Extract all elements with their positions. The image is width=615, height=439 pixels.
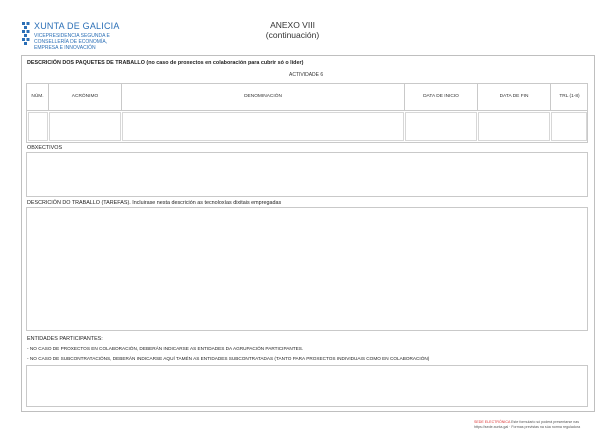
org-sub-line-3: EMPRESA E INNOVACIÓN: [34, 45, 96, 51]
entities-field[interactable]: [26, 365, 588, 407]
footer-text-1: Este formulario só poderá presentarse nas: [511, 420, 580, 424]
table-row: [26, 111, 588, 143]
acronym-field[interactable]: [49, 112, 121, 141]
work-description-label: DESCRICIÓN DO TRABALLO (TAREFAS). Incluirase nesta descrición as tecnoloxías dixitais empregadas: [27, 200, 282, 206]
footer-text-2: https://sede.xunta.gal · Formas previstas na súa norma reguladora: [474, 425, 581, 429]
entities-note-collaboration: - NO CASO DE PROXECTOS EN COLABORACIÓN, DEBERÁN INDICARSE AS ENTIDADES DA AGRUPACIÓN PARTICIPANTES.: [27, 346, 304, 351]
trl-field[interactable]: [551, 112, 587, 141]
num-field[interactable]: [28, 112, 48, 141]
table-header-row: [26, 83, 588, 111]
xunta-emblem-icon: [21, 21, 31, 49]
xunta-logo: [21, 21, 141, 55]
start-date-field[interactable]: [405, 112, 477, 141]
objectives-field[interactable]: [26, 152, 588, 197]
column-header-acronym: ACRÓNIMO: [71, 94, 99, 99]
org-name: XUNTA DE GALICIA: [34, 21, 120, 31]
end-date-field[interactable]: [478, 112, 550, 141]
column-header-name: DENOMINACIÓN: [244, 94, 282, 99]
column-header-num: NÚM.: [31, 94, 44, 99]
org-sub-line-2: CONSELLERÍA DE ECONOMÍA,: [34, 39, 108, 45]
work-description-field[interactable]: [26, 207, 588, 331]
activity-label: ACTIVIDADE 6: [289, 72, 324, 78]
entities-label: ENTIDADES PARTICIPANTES:: [27, 336, 103, 342]
footer-note: [474, 420, 580, 430]
org-sub-line-1: VICEPRESIDENCIA SEGUNDA E: [34, 33, 110, 39]
annex-subtitle: (continuación): [265, 30, 320, 40]
column-header-start-date: DATA DE INICIO: [423, 94, 459, 99]
objectives-label: OBXECTIVOS: [27, 145, 63, 151]
name-field[interactable]: [122, 112, 404, 141]
annex-title: ANEXO VIII: [270, 20, 315, 30]
column-header-trl: TRL (1-8): [559, 94, 580, 99]
column-header-end-date: DATA DE FIN: [499, 94, 529, 99]
activity-table: [26, 83, 588, 143]
footer-highlight: SEDE ELECTRÓNICA: [474, 420, 511, 424]
section-title: DESCRICIÓN DOS PAQUETES DE TRABALLO (no caso de proxectos en colaboración para cubrir só o líder): [27, 60, 304, 66]
entities-note-subcontracting: - NO CASO DE SUBCONTRATACIÓNS, DEBERÁN INDICARSE AQUÍ TAMÉN AS ENTIDADES SUBCONTRATADAS (TANTO PARA PROXECTOS INDIVIDUAIS COMO EN COLABORACIÓN): [27, 356, 430, 361]
